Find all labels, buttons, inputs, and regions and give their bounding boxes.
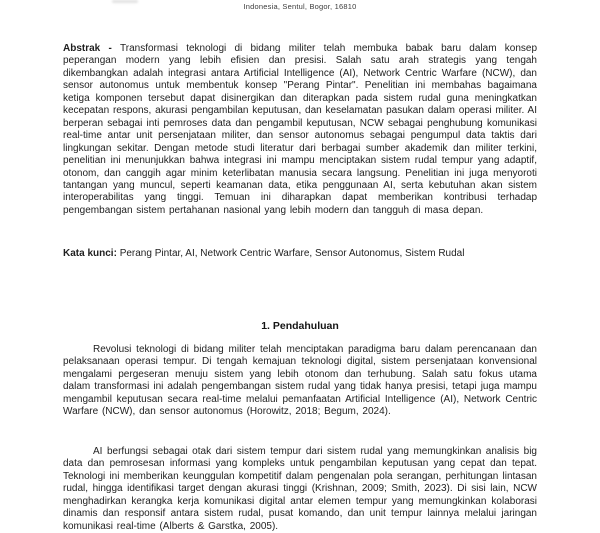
abstract-label: Abstrak -	[63, 43, 121, 54]
abstract-paragraph	[63, 43, 537, 217]
keywords-text: Perang Pintar, AI, Network Centric Warfare, Sensor Autonomus, Sistem Rudal	[119, 248, 465, 259]
intro-paragraph-1: Revolusi teknologi di bidang militer telah menciptakan paradigma baru dalam perencanaan dan pelaksanaan operasi tempur. Di tengah kemajuan teknologi digital, sistem persenjataan konvensional mengalami pergeseran menuju sistem yang lebih otonom dan terhubung. Salah satu fokus utama dalam transformasi ini adalah pengembangan sistem rudal yang tidak hanya presisi, tetapi juga mampu mengambil keputusan secara real-time melalui pemanfaatan Artificial Intelligence (AI), Network Centric Warfare (NCW), dan sensor autonomus (Horowitz, 2018; Begum, 2024).	[63, 344, 537, 418]
section-heading: 1. Pendahuluan	[261, 320, 339, 332]
keywords-label: Kata kunci:	[63, 248, 120, 259]
abstract-text: Transformasi teknologi di bidang militer telah membuka babak baru dalam konsep peperangan modern yang lebih efisien dan presisi. Salah satu arah strategis yang tengah dikembangkan adalah integrasi antara Artificial Intelligence (AI), Network Centric Warfare (NCW), dan sensor autonomus untuk membentuk konsep "Perang Pintar". Penelitian ini membahas bagaimana ketiga komponen tersebut dapat disinergikan dan diterapkan pada sistem rudal guna meningkatkan kecepatan respons, akurasi pengambilan keputusan, dan keselamatan pasukan dalam operasi militer. AI berperan sebagai inti pemroses data dan pengambil keputusan, NCW sebagai penghubung komunikasi real-time antar unit persenjataan militer, dan sensor autonomus sebagai pengumpul data taktis dari lingkungan sekitar. Dengan metode studi literatur dari berbagai sumber akademik dan militer terkini, penelitian ini menunjukkan bahwa integrasi ini mampu menciptakan sistem rudal tempur yang adaptif, otonom, dan canggih agar minim keterlibatan manusia secara langsung. Penelitian ini juga menyoroti tantangan yang muncul, seperti keamanan data, etika penggunaan AI, serta kebutuhan akan sistem interoperabilitas yang tinggi. Temuan ini diharapkan dapat memberikan kontribusi terhadap pengembangan sistem pertahanan nasional yang lebih modern dan tangguh di masa depan.	[63, 43, 538, 216]
keywords-line	[63, 248, 537, 260]
affiliation-line: Indonesia, Sentul, Bogor, 16810	[243, 2, 357, 11]
intro-paragraph-2: AI berfungsi sebagai otak dari sistem tempur dari sistem rudal yang memungkinkan analisis big data dan pemrosesan informasi yang kompleks untuk pengambilan keputusan yang cepat dan tepat. Teknologi ini memberikan keunggulan kompetitif dalam pengenalan pola serangan, perhitungan lintasan rudal, hingga identifikasi target dengan akurasi tinggi (Krishnan, 2009; Smith, 2023). Di sisi lain, NCW menghadirkan kerangka kerja komunikasi digital antar elemen tempur yang memungkinkan kolaborasi dinamis dan responsif antara sistem rudal, pusat komando, dan unit tempur lainnya melalui jaringan komunikasi real-time (Alberts & Garstka, 2005).	[63, 446, 537, 532]
